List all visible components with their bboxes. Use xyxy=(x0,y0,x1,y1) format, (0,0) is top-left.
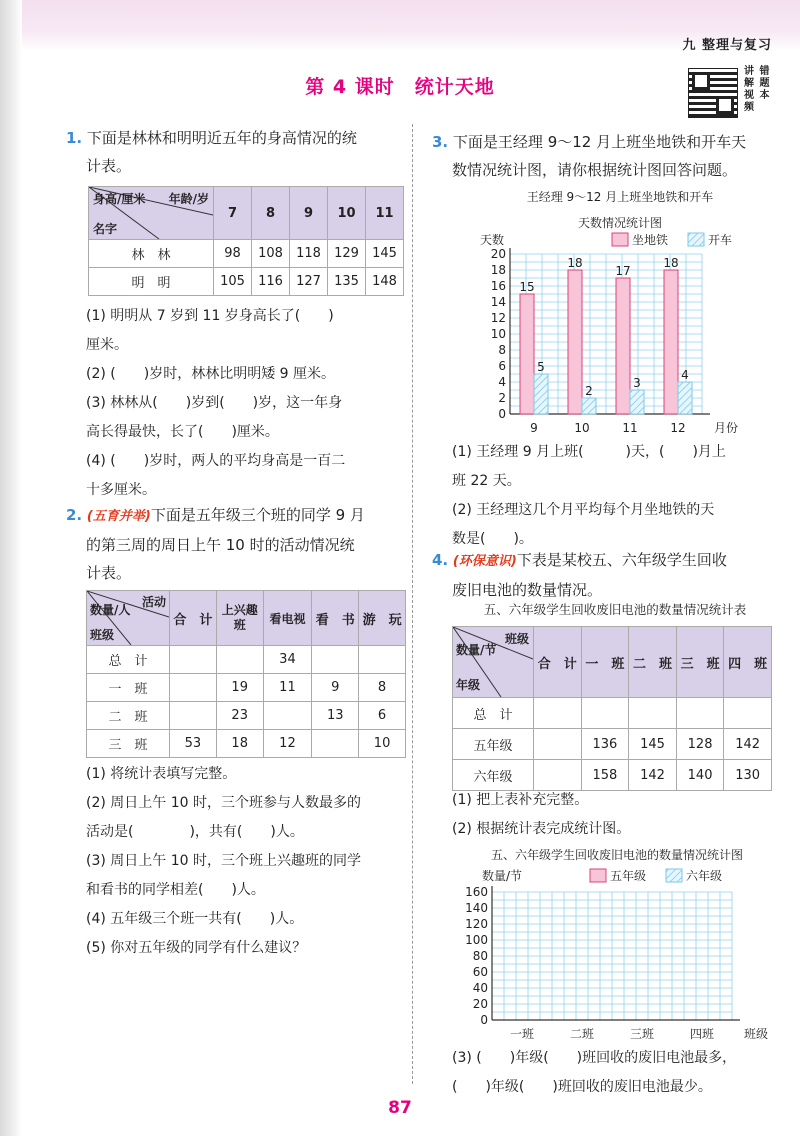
y-tick-label: 140 xyxy=(465,901,488,915)
legend-label: 坐地铁 xyxy=(632,233,669,247)
y-tick-label: 0 xyxy=(498,407,506,421)
table-cell: 127 xyxy=(290,268,328,296)
question-text: 下表是某校五、六年级学生回收 xyxy=(516,551,727,569)
question-1-subparts xyxy=(86,302,408,505)
column-header: 四 班 xyxy=(724,627,772,698)
table-cell[interactable] xyxy=(170,702,217,730)
y-tick-label: 14 xyxy=(490,295,506,309)
question-tag: (环保意识) xyxy=(452,554,517,569)
data-label: 17 xyxy=(615,264,631,278)
table-cell: 10 xyxy=(359,730,406,758)
diag-mid-label: 数量/节 xyxy=(456,643,497,657)
table-title: 五、六年级学生回收废旧电池的数量情况统计表 xyxy=(483,602,747,617)
y-tick-label: 20 xyxy=(490,247,506,261)
table-cell: 158 xyxy=(581,760,629,791)
age-header: 8 xyxy=(252,187,290,240)
question-text: 废旧电池的数量情况。 xyxy=(452,581,603,599)
diagonal-header-cell xyxy=(87,591,170,646)
battery-table xyxy=(452,626,772,791)
table-cell: 105 xyxy=(214,268,252,296)
table-row xyxy=(453,698,772,729)
y-tick-label: 0 xyxy=(480,1013,488,1027)
bar-car xyxy=(534,374,548,414)
diag-top-label: 年龄/岁 xyxy=(168,192,209,206)
subquestion: (2) ( )岁时，林林比明明矮 9 厘米。 xyxy=(86,366,336,382)
column-divider xyxy=(412,124,413,1084)
question-text: 下面是林林和明明近五年的身高情况的统 xyxy=(86,129,357,147)
bar-subway xyxy=(616,278,630,414)
diagonal-header-cell xyxy=(89,187,214,240)
x-tick-label: 11 xyxy=(622,421,638,435)
age-header: 9 xyxy=(290,187,328,240)
x-axis-label: 月份 xyxy=(714,421,739,435)
table-cell: 18 xyxy=(216,730,263,758)
data-label: 18 xyxy=(567,256,583,270)
y-tick-label: 16 xyxy=(490,279,506,293)
y-tick-label: 80 xyxy=(472,949,488,963)
question-number: 1. xyxy=(66,129,83,147)
question-4 xyxy=(432,546,782,604)
top-band xyxy=(0,0,800,52)
table-cell: 98 xyxy=(214,240,252,268)
table-cell: 142 xyxy=(629,760,677,791)
question-number: 2. xyxy=(66,506,83,524)
column-header: 三 班 xyxy=(676,627,724,698)
table-cell[interactable] xyxy=(359,646,406,674)
page-number: 87 xyxy=(388,1098,412,1118)
bar-car xyxy=(630,390,644,414)
data-label: 3 xyxy=(633,376,641,390)
chart-title-line: 天数情况统计图 xyxy=(577,216,662,230)
question-text: 计表。 xyxy=(86,157,132,175)
legend-label: 五年级 xyxy=(610,869,647,883)
age-header: 10 xyxy=(328,187,366,240)
question-4-subparts-a xyxy=(452,786,782,844)
question-3 xyxy=(432,128,782,184)
y-tick-label: 2 xyxy=(498,391,506,405)
table-cell: 148 xyxy=(366,268,404,296)
row-label: 林 林 xyxy=(89,240,214,268)
table-row xyxy=(89,240,404,268)
legend-swatch xyxy=(590,869,606,882)
diag-top-label: 活动 xyxy=(141,595,166,609)
y-axis-label: 数量/节 xyxy=(482,869,523,883)
question-tag: (五育并举) xyxy=(86,509,151,524)
y-tick-label: 100 xyxy=(465,933,488,947)
table-cell: 142 xyxy=(724,729,772,760)
bar-subway xyxy=(568,270,582,414)
x-tick-label: 10 xyxy=(574,421,590,435)
table-cell[interactable] xyxy=(312,730,359,758)
subquestion: (2) 王经理这几个月平均每个月坐地铁的天 xyxy=(452,502,715,518)
subquestion: (1) 把上表补充完整。 xyxy=(452,792,589,808)
question-4-subparts-b xyxy=(452,1044,792,1102)
table-cell: 118 xyxy=(290,240,328,268)
table-cell: 8 xyxy=(359,674,406,702)
diag-mid-label: 身高/厘米 xyxy=(93,192,146,206)
table-cell: 145 xyxy=(366,240,404,268)
table-cell: 108 xyxy=(252,240,290,268)
x-axis-label: 班级 xyxy=(744,1027,769,1041)
table-row xyxy=(87,646,406,674)
row-label: 二 班 xyxy=(87,702,170,730)
question-3-subparts xyxy=(452,438,782,554)
table-row xyxy=(453,729,772,760)
table-cell: 128 xyxy=(676,729,724,760)
legend-label: 六年级 xyxy=(686,869,723,883)
question-2-subparts xyxy=(86,760,408,963)
question-2 xyxy=(66,501,408,587)
chapter-header: 九 整理与复习 xyxy=(682,38,772,53)
y-tick-label: 4 xyxy=(498,375,506,389)
lesson-name: 统计天地 xyxy=(414,76,495,98)
legend-label: 开车 xyxy=(708,233,733,247)
row-label: 总 计 xyxy=(453,698,534,729)
qr-code-icon[interactable] xyxy=(688,68,738,118)
diag-mid-label: 数量/人 xyxy=(90,603,131,617)
chart-title: 五、六年级学生回收废旧电池的数量情况统计图 xyxy=(490,848,743,862)
table-row xyxy=(89,268,404,296)
subquestion: (4) 五年级三个班一共有( )人。 xyxy=(86,911,304,927)
age-header: 7 xyxy=(214,187,252,240)
table-cell: 6 xyxy=(359,702,406,730)
table-cell: 19 xyxy=(216,674,263,702)
column-header: 二 班 xyxy=(629,627,677,698)
diag-bottom-label: 班级 xyxy=(90,628,115,642)
table-cell: 130 xyxy=(724,760,772,791)
subquestion: (3) 林林从( )岁到( )岁，这一年身 xyxy=(86,395,343,411)
battery-bar-chart[interactable] xyxy=(452,866,772,1044)
subquestion: (1) 将统计表填写完整。 xyxy=(86,766,237,782)
question-text: 的第三周的周日上午 10 时的活动情况统 xyxy=(86,536,355,554)
qr-label xyxy=(744,66,778,114)
table-cell[interactable] xyxy=(581,698,629,729)
subquestion: 班 22 天。 xyxy=(452,473,521,489)
column-header: 合 计 xyxy=(534,627,582,698)
table-cell[interactable] xyxy=(170,674,217,702)
table-cell: 116 xyxy=(252,268,290,296)
bar-car xyxy=(678,382,692,414)
activity-table xyxy=(86,590,406,758)
table-cell: 13 xyxy=(312,702,359,730)
commute-bar-chart xyxy=(476,228,776,440)
y-tick-label: 18 xyxy=(490,263,506,277)
qr-label-errors: 错题本 xyxy=(759,66,770,101)
x-tick-label: 9 xyxy=(530,421,538,435)
y-tick-label: 120 xyxy=(465,917,488,931)
data-label: 4 xyxy=(681,368,689,382)
column-header: 合 计 xyxy=(170,591,217,646)
page-binding-shade xyxy=(0,0,22,1136)
column-header: 游 玩 xyxy=(359,591,406,646)
qr-label-video: 讲解视频 xyxy=(744,66,754,113)
column-header: 看电视 xyxy=(263,591,312,646)
table-cell: 34 xyxy=(263,646,312,674)
subquestion: 十多厘米。 xyxy=(86,482,156,498)
data-label: 2 xyxy=(585,384,593,398)
y-tick-label: 6 xyxy=(498,359,506,373)
question-number: 3. xyxy=(432,133,449,151)
diag-bottom-label: 年级 xyxy=(456,678,481,692)
subquestion: (1) 明明从 7 岁到 11 岁身高长了( ) xyxy=(86,308,334,324)
question-number: 4. xyxy=(432,551,449,569)
table-row xyxy=(87,674,406,702)
subquestion: (2) 根据统计表完成统计图。 xyxy=(452,821,631,837)
subquestion: (1) 王经理 9 月上班( )天，( )月上 xyxy=(452,444,726,460)
bar-subway xyxy=(664,270,678,414)
table-cell: 23 xyxy=(216,702,263,730)
subquestion: ( )年级( )班回收的废旧电池最少。 xyxy=(452,1079,712,1095)
table-cell[interactable] xyxy=(629,698,677,729)
data-label: 18 xyxy=(663,256,679,270)
question-text: 下面是五年级三个班的同学 9 月 xyxy=(150,506,365,524)
question-text: 计表。 xyxy=(86,564,132,582)
table-cell[interactable] xyxy=(263,702,312,730)
legend-swatch xyxy=(666,869,682,882)
subquestion: (3) 周日上午 10 时，三个班上兴趣班的同学 xyxy=(86,853,361,869)
table-cell[interactable] xyxy=(676,698,724,729)
data-label: 5 xyxy=(537,360,545,374)
row-label: 一 班 xyxy=(87,674,170,702)
x-tick-label: 一班 xyxy=(509,1027,535,1041)
column-header: 一 班 xyxy=(581,627,629,698)
y-tick-label: 60 xyxy=(472,965,488,979)
table-cell: 136 xyxy=(581,729,629,760)
subquestion: 高长得最快，长了( )厘米。 xyxy=(86,424,279,440)
age-header: 11 xyxy=(366,187,404,240)
bar-car xyxy=(582,398,596,414)
diag-bottom-label: 名字 xyxy=(93,222,118,236)
y-tick-label: 20 xyxy=(472,997,488,1011)
table-cell[interactable] xyxy=(534,698,582,729)
table-cell: 140 xyxy=(676,760,724,791)
x-tick-label: 三班 xyxy=(629,1027,655,1041)
row-label: 五年级 xyxy=(453,729,534,760)
table-row xyxy=(87,702,406,730)
column-header: 上兴趣班 xyxy=(216,591,263,646)
height-table xyxy=(88,186,404,296)
question-text: 下面是王经理 9～12 月上班坐地铁和开车天 xyxy=(452,133,747,151)
table-cell[interactable] xyxy=(312,646,359,674)
table-row xyxy=(87,730,406,758)
subquestion: (3) ( )年级( )班回收的废旧电池最多， xyxy=(452,1050,737,1066)
question-text: 数情况统计图，请你根据统计图回答问题。 xyxy=(452,161,738,179)
row-label: 三 班 xyxy=(87,730,170,758)
y-tick-label: 10 xyxy=(490,327,506,341)
lesson-number: 第 4 课时 xyxy=(305,76,395,98)
table-cell[interactable] xyxy=(216,646,263,674)
y-axis-label: 天数 xyxy=(480,233,505,247)
table-cell: 135 xyxy=(328,268,366,296)
y-tick-label: 160 xyxy=(465,885,488,899)
diag-top-label: 班级 xyxy=(504,632,529,646)
x-tick-label: 四班 xyxy=(689,1027,715,1041)
subquestion: (4) ( )岁时，两人的平均身高是一百二 xyxy=(86,453,346,469)
table-cell: 145 xyxy=(629,729,677,760)
subquestion: 厘米。 xyxy=(86,337,128,353)
table-cell: 129 xyxy=(328,240,366,268)
bar-subway xyxy=(520,294,534,414)
column-header: 看 书 xyxy=(312,591,359,646)
table-cell: 12 xyxy=(263,730,312,758)
diagonal-header-cell xyxy=(453,627,534,698)
table-cell: 11 xyxy=(263,674,312,702)
legend-swatch xyxy=(688,233,704,246)
data-label: 15 xyxy=(519,280,535,294)
row-label: 六年级 xyxy=(453,760,534,791)
subquestion: 活动是( )，共有( )人。 xyxy=(86,824,304,840)
table-cell: 53 xyxy=(170,730,217,758)
y-tick-label: 40 xyxy=(472,981,488,995)
row-label: 明 明 xyxy=(89,268,214,296)
legend-swatch xyxy=(612,233,628,246)
y-tick-label: 8 xyxy=(498,343,506,357)
table-cell[interactable] xyxy=(534,729,582,760)
table-cell: 9 xyxy=(312,674,359,702)
y-tick-label: 12 xyxy=(490,311,506,325)
subquestion: 数是( )。 xyxy=(452,531,533,547)
x-tick-label: 二班 xyxy=(569,1027,595,1041)
subquestion: (2) 周日上午 10 时，三个班参与人数最多的 xyxy=(86,795,361,811)
table-cell[interactable] xyxy=(724,698,772,729)
question-1 xyxy=(66,124,406,180)
lesson-title xyxy=(0,72,800,99)
subquestion: 和看书的同学相差( )人。 xyxy=(86,882,265,898)
row-label: 总 计 xyxy=(87,646,170,674)
subquestion: (5) 你对五年级的同学有什么建议？ xyxy=(86,940,307,956)
x-tick-label: 12 xyxy=(670,421,686,435)
chart-title-line: 王经理 9～12 月上班坐地铁和开车 xyxy=(526,190,714,204)
table-cell[interactable] xyxy=(170,646,217,674)
